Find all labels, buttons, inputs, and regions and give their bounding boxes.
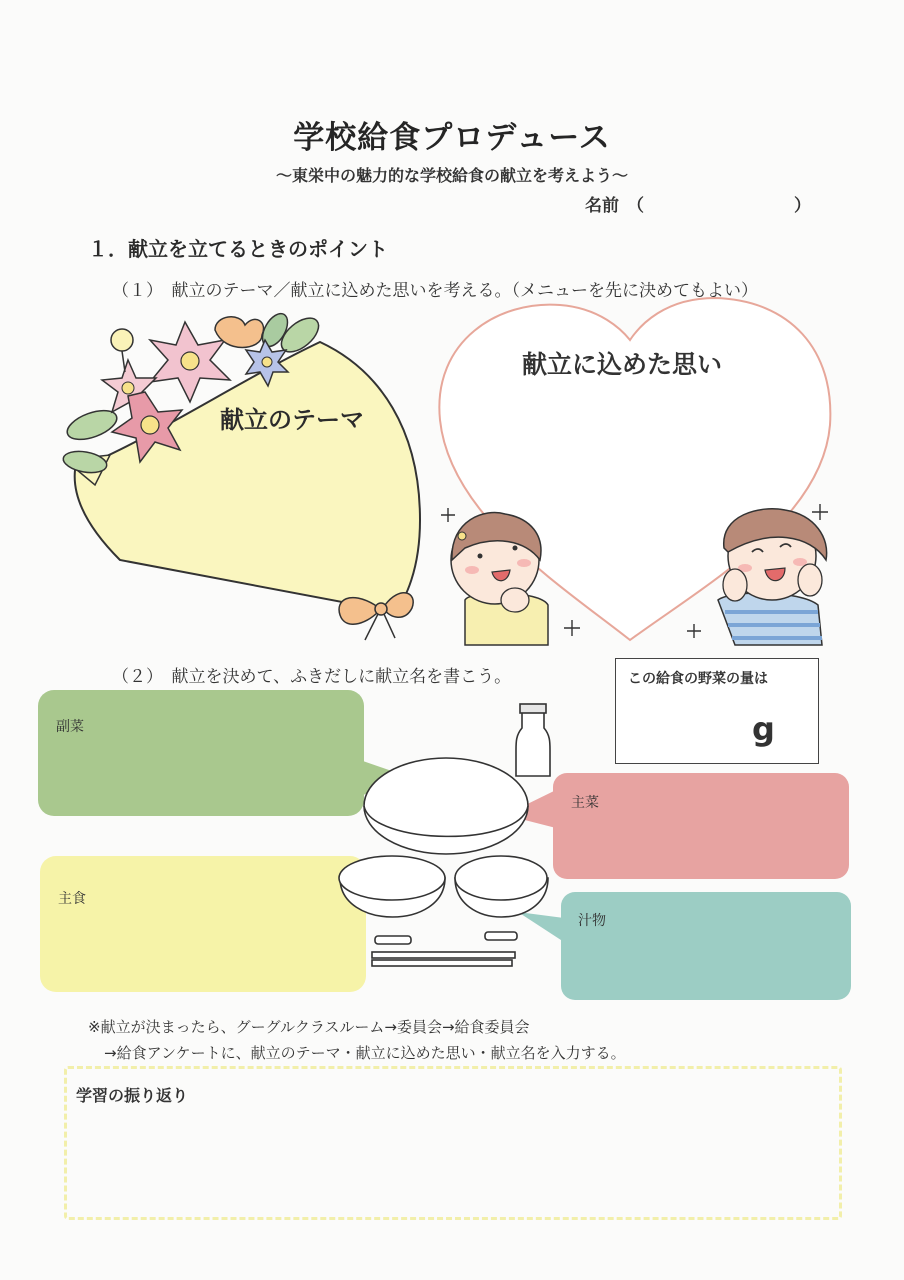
- page-subtitle: ～東栄中の魅力的な学校給食の献立を考えよう～: [275, 166, 628, 185]
- bubble-side-dish-label: 副菜: [56, 719, 84, 735]
- section-heading: １．献立を立てるときのポイント: [88, 237, 388, 261]
- vegetable-amount-unit: g: [752, 710, 775, 748]
- bubble-staple-label: 主食: [58, 891, 86, 907]
- milk-bottle-icon: [516, 712, 550, 776]
- bouquet-illustration: [62, 309, 420, 640]
- note-line-2: →給食アンケートに、献立のテーマ・献立に込めた思い・献立名を入力する。: [104, 1044, 626, 1062]
- girl-illustration: [451, 513, 548, 645]
- name-paren-open: （: [627, 196, 644, 216]
- bubble-side-dish-shape: [38, 690, 412, 816]
- name-label: 名前: [585, 196, 619, 216]
- bubble-main-dish-shape: [505, 773, 849, 879]
- chopsticks-icon: [372, 952, 515, 958]
- note-line-1: ※献立が決まったら、グーグルクラスルーム→委員会→給食委員会: [88, 1018, 530, 1036]
- heart-label: 献立に込めた思い: [522, 350, 723, 379]
- tableware-illustration: [339, 704, 550, 966]
- boy-illustration: [718, 509, 827, 645]
- bubble-soup-shape: [518, 892, 851, 1000]
- theme-label: 献立のテーマ: [220, 406, 364, 434]
- step2-instruction: （２） 献立を決めて、ふきだしに献立名を書こう。: [112, 667, 512, 687]
- bubble-main-dish-label: 主菜: [571, 795, 599, 811]
- page-title: 学校給食プロデュース: [293, 120, 611, 156]
- step1-instruction: （１） 献立のテーマ／献立に込めた思いを考える。（メニューを先に決めてもよい）: [112, 281, 758, 301]
- main-plate-icon: [364, 758, 528, 854]
- reflection-label: 学習の振り返り: [76, 1086, 189, 1105]
- bubble-staple-shape: [40, 856, 366, 992]
- vegetable-amount-label: この給食の野菜の量は: [628, 671, 768, 687]
- bubble-soup-label: 汁物: [578, 913, 606, 929]
- name-paren-close: ）: [794, 196, 811, 216]
